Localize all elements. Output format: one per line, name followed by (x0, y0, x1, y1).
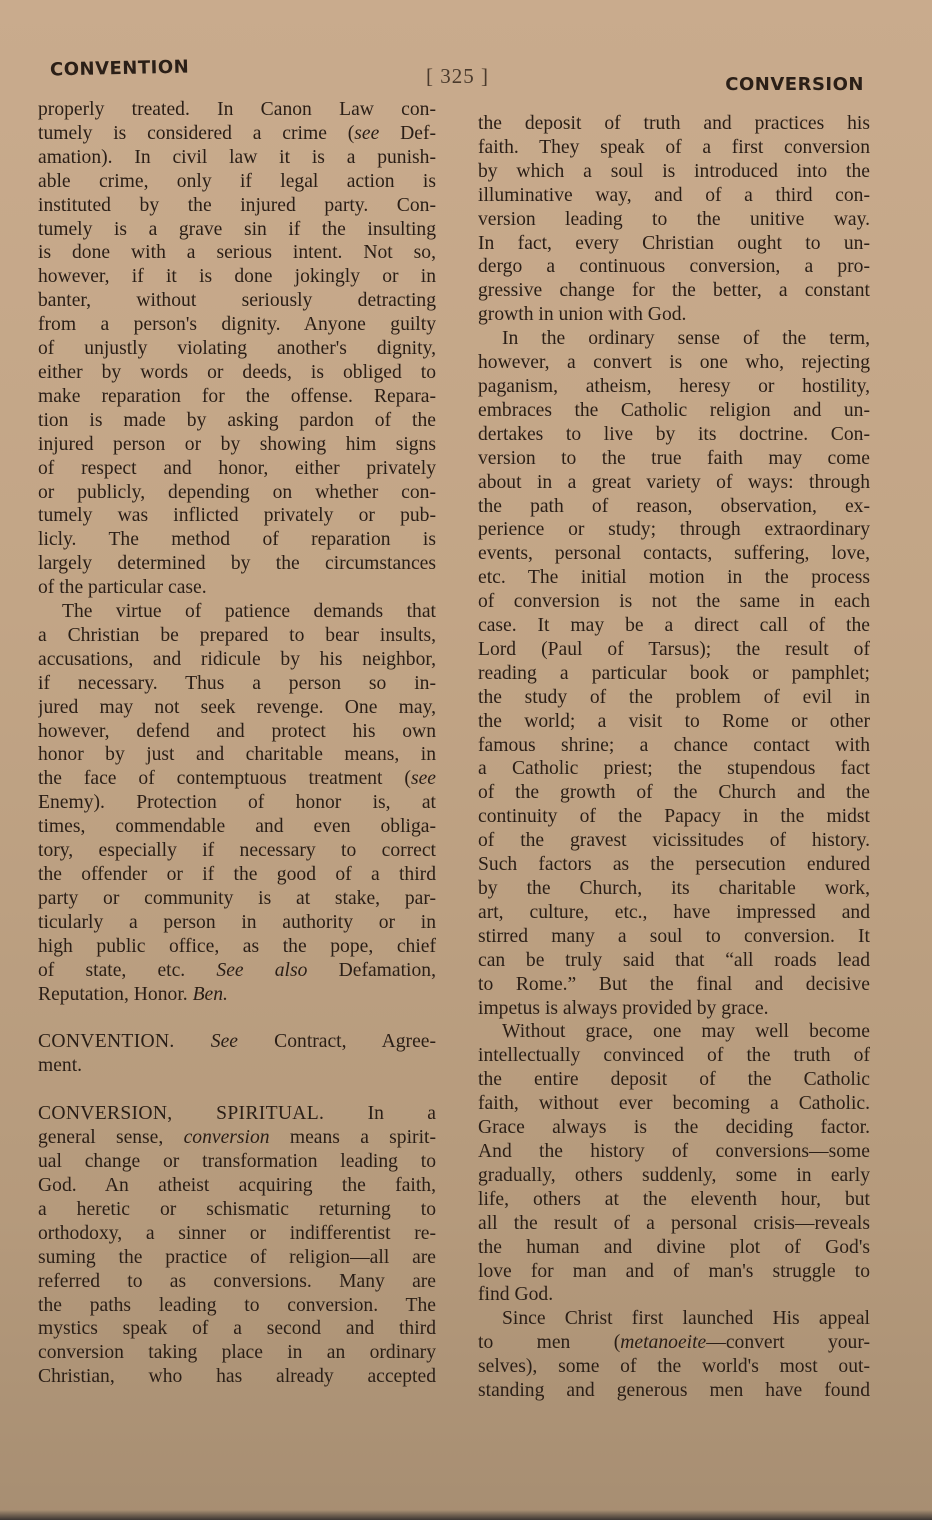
text-line: faith, without ever becoming a Catholic. (478, 1093, 870, 1115)
text-line: a heretic or schismatic returning to (38, 1198, 436, 1220)
entry-headword: CONVENTION. (38, 1031, 175, 1053)
text-line: a Christian be prepared to bear insults, (38, 624, 436, 646)
text-line: properly treated. In Canon Law con- (38, 99, 436, 120)
page-number: [ 325 ] (426, 64, 489, 88)
text-run: Def- (379, 122, 436, 144)
text-line: gradually, others suddenly, some in early (478, 1164, 870, 1186)
running-head-right: CONVERSION (725, 74, 864, 95)
text-line: art, culture, etc., have impressed and (478, 901, 870, 923)
text-run: —convert your- (706, 1332, 870, 1354)
text-line: perience or study; through extraordinary (478, 519, 870, 541)
text-line: illuminative way, and of a third con- (478, 184, 870, 206)
left-column (38, 98, 436, 1389)
text-line: Grace always is the deciding factor. (478, 1117, 870, 1139)
text-line: however, defend and protect his own (38, 720, 436, 742)
text-line (38, 1102, 436, 1126)
text-line: tumely was inflicted privately or pub- (38, 505, 436, 527)
text-line: either by words or deeds, is obliged to (38, 361, 436, 383)
text-run: of state, etc. (38, 959, 217, 981)
paragraph-ordinary-sense (478, 327, 870, 1020)
text-line: events, personal contacts, suffering, love, (478, 543, 870, 565)
text-run: Defamation, (307, 959, 436, 981)
text-line: etc. The initial motion in the process (478, 567, 870, 589)
text-line: impetus is always provided by grace. (478, 997, 769, 1019)
text-line: Since Christ first launched His appeal (502, 1308, 870, 1330)
text-line: ment. (38, 1055, 83, 1077)
text-run: general sense, (38, 1127, 184, 1149)
right-column (478, 112, 870, 1403)
text-line: of the particular case. (38, 577, 207, 599)
italic-term: conversion (183, 1127, 270, 1149)
greek-term: metanoeite (620, 1332, 707, 1354)
text-line: God. An atheist acquiring the faith, (38, 1174, 436, 1196)
text-line: the study of the problem of evil in (478, 686, 870, 708)
text-line: of the gravest vicissitudes of history. (478, 830, 870, 852)
text-line: able crime, only if legal action is (38, 170, 436, 192)
text-line: party or community is at stake, par- (38, 887, 436, 909)
patience-paragraph (38, 600, 436, 1006)
text-line: if necessary. Thus a person so in- (38, 672, 436, 694)
text-line: by the Church, its charitable work, (478, 878, 870, 899)
text-run: Reputation, Honor. (38, 983, 193, 1005)
paragraph-mystics (478, 112, 870, 327)
text-line: tion is made by asking pardon of the (38, 409, 436, 431)
text-line: continuity of the Papacy in the midst (478, 806, 870, 828)
text-line: the deposit of truth and practices his (478, 113, 870, 134)
text-line: find God. (478, 1284, 554, 1306)
text-line: of unjustly violating another's dignity, (38, 338, 436, 360)
conversion-entry (38, 1102, 436, 1389)
text-line: of the growth of the Church and the (478, 782, 870, 804)
text-line: reading a particular book or pamphlet; (478, 662, 870, 684)
text-line: or publicly, depending on whether con- (38, 481, 436, 503)
see-reference: See (210, 1031, 238, 1053)
text-line: The virtue of patience demands that (62, 601, 436, 623)
text-line: Such factors as the persecution endured (478, 854, 870, 876)
text-line: life, others at the eleventh hour, but (478, 1188, 870, 1210)
entry-gap (38, 1006, 436, 1030)
text-line: standing and generous men have found (478, 1380, 870, 1402)
text-line: the paths leading to conversion. The (38, 1294, 436, 1316)
text-line: of respect and honor, either privately (38, 457, 436, 479)
text-line: ticularly a person in authority or in (38, 911, 436, 933)
author-signature: Ben. (192, 983, 228, 1005)
text-run: means a spirit- (269, 1127, 436, 1149)
text-line: accusations, and ridicule by his neighbor, (38, 648, 436, 670)
text-line: dergo a continuous conversion, a pro- (478, 256, 870, 278)
text-line: high public office, as the pope, chief (38, 935, 436, 957)
see-also-reference: See also (216, 959, 308, 981)
text-run: to men ( (478, 1332, 621, 1354)
text-line: conversion taking place in an ordinary (38, 1342, 436, 1364)
text-line (38, 767, 436, 791)
text-line: Lord (Paul of Tarsus); the result of (478, 638, 870, 660)
bottom-shadow (0, 1510, 932, 1520)
text-line: largely determined by the circumstances (38, 553, 436, 575)
text-line: paganism, atheism, heresy or hostility, (478, 375, 870, 397)
text-line: Christian, who has already accepted (38, 1366, 436, 1388)
paragraph-grace (478, 1020, 870, 1307)
text-line: tumely is a grave sin if the insulting (38, 218, 436, 240)
text-line: a Catholic priest; the stupendous fact (478, 758, 870, 780)
contumely-continuation-paragraph (38, 98, 436, 600)
text-line: injured person or by showing him signs (38, 433, 436, 455)
text-line: is done with a serious intent. Not so, (38, 242, 436, 264)
text-line: Enemy). Protection of honor is, at (38, 792, 436, 814)
text-line: suming the practice of religion—all are (38, 1246, 436, 1268)
text-line: licly. The method of reparation is (38, 529, 436, 551)
running-head-left: CONVENTION (49, 56, 190, 81)
text-line: case. It may be a direct call of the (478, 615, 870, 637)
text-line: however, if it is done jokingly or in (38, 266, 436, 288)
text-line: honor by just and charitable means, in (38, 744, 436, 766)
text-line: however, a convert is one who, rejecting (478, 352, 870, 374)
text-line: Without grace, one may well become (502, 1021, 870, 1043)
text-line: about in a great variety of ways: through (478, 471, 870, 493)
text-line: to Rome.” But the final and decisive (478, 973, 870, 995)
text-line: tory, especially if necessary to correct (38, 840, 436, 862)
text-line (38, 1126, 436, 1150)
text-line: all the result of a personal crisis—reveals (478, 1212, 870, 1234)
text-line: ual change or transformation leading to (38, 1151, 436, 1173)
paragraph-since-christ (478, 1307, 870, 1403)
text-line: gressive change for the better, a constant (478, 280, 870, 302)
text-line: from a person's dignity. Anyone guilty (38, 314, 436, 336)
text-line: embraces the Catholic religion and un- (478, 399, 870, 421)
text-line: selves), some of the world's most out- (478, 1356, 870, 1378)
convention-entry (38, 1030, 436, 1078)
text-line: by which a soul is introduced into the (478, 160, 870, 182)
text-line: version leading to the unitive way. (478, 208, 870, 230)
text-line: of conversion is not the same in each (478, 591, 870, 613)
text-line: version to the true faith may come (478, 447, 870, 469)
text-line: And the history of conversions—some (478, 1140, 870, 1162)
see-reference: see (354, 122, 380, 144)
text-run: the face of contemptuous treatment ( (38, 768, 411, 790)
text-line (478, 1331, 870, 1355)
text-line: the offender or if the good of a third (38, 864, 436, 885)
text-line: intellectually convinced of the truth of (478, 1045, 870, 1067)
text-line: stirred many a soul to conversion. It (478, 925, 870, 947)
text-run: In a (324, 1103, 436, 1125)
entry-headword: CONVERSION, SPIRITUAL. (38, 1103, 325, 1125)
entry-gap (38, 1078, 436, 1102)
text-line (38, 1030, 436, 1054)
text-line: amation). In civil law it is a punish- (38, 146, 436, 168)
text-line: the path of reason, observation, ex- (478, 495, 870, 517)
text-line: the world; a visit to Rome or other (478, 710, 870, 732)
text-line: growth in union with God. (478, 304, 687, 326)
text-line: instituted by the injured party. Con- (38, 194, 436, 216)
text-line: can be truly said that “all roads lead (478, 949, 870, 971)
text-run: Contract, Agree- (238, 1031, 436, 1053)
text-line: mystics speak of a second and third (38, 1318, 436, 1340)
text-line (38, 983, 436, 1007)
text-run: tumely is considered a crime ( (38, 122, 355, 144)
text-line: times, commendable and even obliga- (38, 816, 436, 838)
text-line: make reparation for the offense. Repara- (38, 385, 436, 407)
text-line: the entire deposit of the Catholic (478, 1069, 870, 1091)
text-line: In fact, every Christian ought to un- (478, 232, 870, 254)
text-line: referred to as conversions. Many are (38, 1270, 436, 1292)
text-line: banter, without seriously detracting (38, 290, 436, 312)
text-line (38, 122, 436, 146)
see-reference: see (410, 768, 436, 790)
text-line (38, 959, 436, 983)
text-line: the human and divine plot of God's (478, 1236, 870, 1258)
text-line: faith. They speak of a first conversion (478, 136, 870, 158)
text-line: dertakes to live by its doctrine. Con- (478, 423, 870, 445)
text-line: famous shrine; a chance contact with (478, 734, 870, 756)
text-line: jured may not seek revenge. One may, (38, 696, 436, 718)
text-line: In the ordinary sense of the term, (502, 328, 870, 350)
text-line: orthodoxy, a sinner or indifferentist re- (38, 1222, 436, 1244)
text-line: love for man and of man's struggle to (478, 1260, 870, 1282)
